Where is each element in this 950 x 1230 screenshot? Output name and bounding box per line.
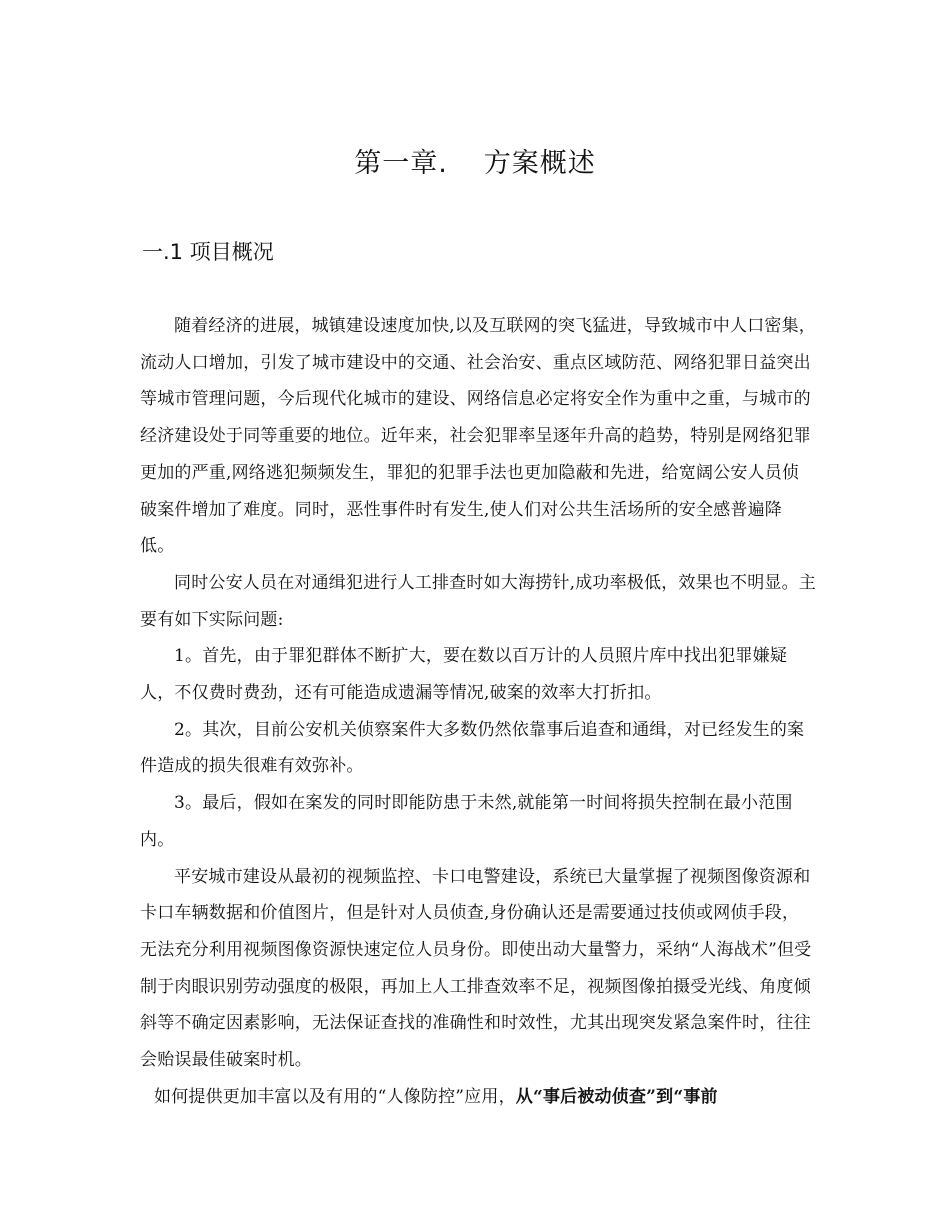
paragraph-face-control [140, 1079, 816, 1116]
paragraph-problem-1: 1。首先，由于罪犯群体不断扩大，要在数以百万计的人员照片库中找出犯罪嫌疑人，不仅费时费劲，还有可能造成遗漏等情况,破案的效率大打折扣。 [140, 646, 788, 704]
paragraph-safe-city: 平安城市建设从最初的视频监控、卡口电警建设，系统已大量掌握了视频图像资源和卡口车辆数据和价值图片，但是针对人员侦查,身份确认还是需要通过技侦或网侦手段，无法充分利用视频图像资源快速定位人员身份。即使出动大量警力，采纳“人海战术”但受制于肉眼识别劳动强度的极限，再加上人工排查效率不足，视频图像拍摄受光线、角度倾斜等不确定因素影响，无法保证查找的准确性和时效性，尤其出现突发紧急案件时，往往会贻误最佳破案时机。 [140, 866, 812, 1071]
paragraph-face-control-bold: 从“事后被动侦查”到“事前 [515, 1086, 718, 1107]
paragraph-problem-3: 3。最后，假如在案发的同时即能防患于未然,就能第一时间将损失控制在最小范围内。 [140, 793, 793, 850]
chapter-number: 第一章. [354, 148, 448, 179]
paragraph-manual-search: 同时公安人员在对通缉犯进行人工排查时如大海捞针,成功率极低，效果也不明显。主要有如下实际问题: [140, 572, 817, 630]
paragraph-problem-2: 2。其次，目前公安机关侦察案件大多数仍然依靠事后追查和通缉，对已经发生的案件造成的损失很难有效弥补。 [140, 719, 805, 777]
chapter-title [0, 140, 950, 188]
paragraph-background: 随着经济的进展，城镇建设速度加快,以及互联网的突飞猛进，导致城市中人口密集，流动人口增加，引发了城市建设中的交通、社会治安、重点区域防范、网络犯罪日益突出等城市管理问题，今后现代化城市的建设、网络信息必定将安全作为重中之重，与城市的经济建设处于同等重要的地位。近年来，社会犯罪率呈逐年升高的趋势，特别是网络犯罪更加的严重,网络逃犯频频发生，罪犯的犯罪手法也更加隐蔽和先进，给宽阔公安人员侦破案件增加了难度。同时，恶性事件时有发生,使人们对公共生活场所的安全感普遍降低。 [140, 316, 817, 557]
section-heading: 一.1 项目概况 [142, 240, 274, 264]
paragraph-face-control-plain: 如何提供更加丰富以及有用的“人像防控”应用， [154, 1086, 516, 1107]
chapter-name: 方案概述 [483, 148, 596, 179]
body-text [140, 308, 816, 1115]
